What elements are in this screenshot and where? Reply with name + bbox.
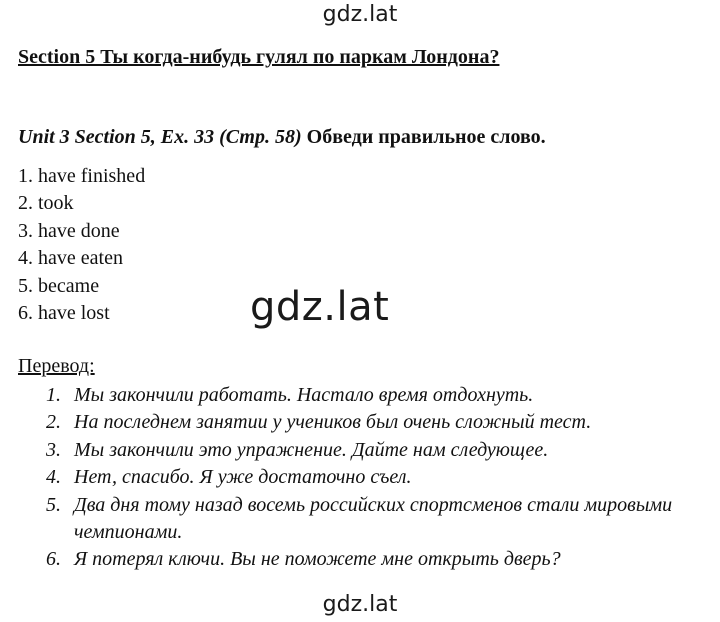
translation-number: 2. xyxy=(46,411,61,434)
translation-text: Мы закончили это упражнение. Дайте нам следующее. xyxy=(74,438,549,461)
translation-item xyxy=(46,492,674,547)
translation-number: 6. xyxy=(46,548,61,571)
translation-label: Перевод: xyxy=(18,355,95,377)
answer-item: 1. have finished xyxy=(18,165,146,187)
exercise-instruction: Обведи правильное слово. xyxy=(306,126,546,148)
watermark-center: gdz.lat xyxy=(250,284,390,330)
translation-number: 3. xyxy=(46,438,61,461)
answer-item: 4. have eaten xyxy=(18,247,123,270)
translation-number: 1. xyxy=(46,384,61,406)
answer-item: 3. have done xyxy=(18,219,120,242)
exercise-reference: Unit 3 Section 5, Ex. 33 (Стр. 58) xyxy=(18,126,302,148)
answer-list xyxy=(18,163,145,327)
translation-number: 5. xyxy=(46,493,61,516)
translation-item xyxy=(46,546,674,573)
translation-number: 4. xyxy=(46,466,61,489)
section-title: Section 5 Ты когда-нибудь гулял по паркам Лондона? xyxy=(18,46,500,68)
answer-item: 5. became xyxy=(18,274,100,297)
translation-item xyxy=(46,382,674,409)
watermark-bottom: gdz.lat xyxy=(322,592,398,617)
translation-item xyxy=(46,437,674,464)
translation-text: На последнем занятии у учеников был очень сложный тест. xyxy=(74,411,592,434)
translation-list xyxy=(46,382,674,574)
answer-item: 2. took xyxy=(18,192,74,215)
translation-text: Мы закончили работать. Настало время отдохнуть. xyxy=(74,384,534,406)
answer-item: 6. have lost xyxy=(18,302,110,325)
translation-item xyxy=(46,409,674,436)
translation-text: Я потерял ключи. Вы не поможете мне открыть дверь? xyxy=(74,548,561,571)
translation-text: Нет, спасибо. Я уже достаточно съел. xyxy=(74,466,412,489)
exercise-heading xyxy=(18,126,546,149)
translation-text: Два дня тому назад восемь российских спортсменов стали мировыми чемпионами. xyxy=(74,493,673,544)
watermark-top: gdz.lat xyxy=(322,2,398,27)
translation-item xyxy=(46,464,674,491)
